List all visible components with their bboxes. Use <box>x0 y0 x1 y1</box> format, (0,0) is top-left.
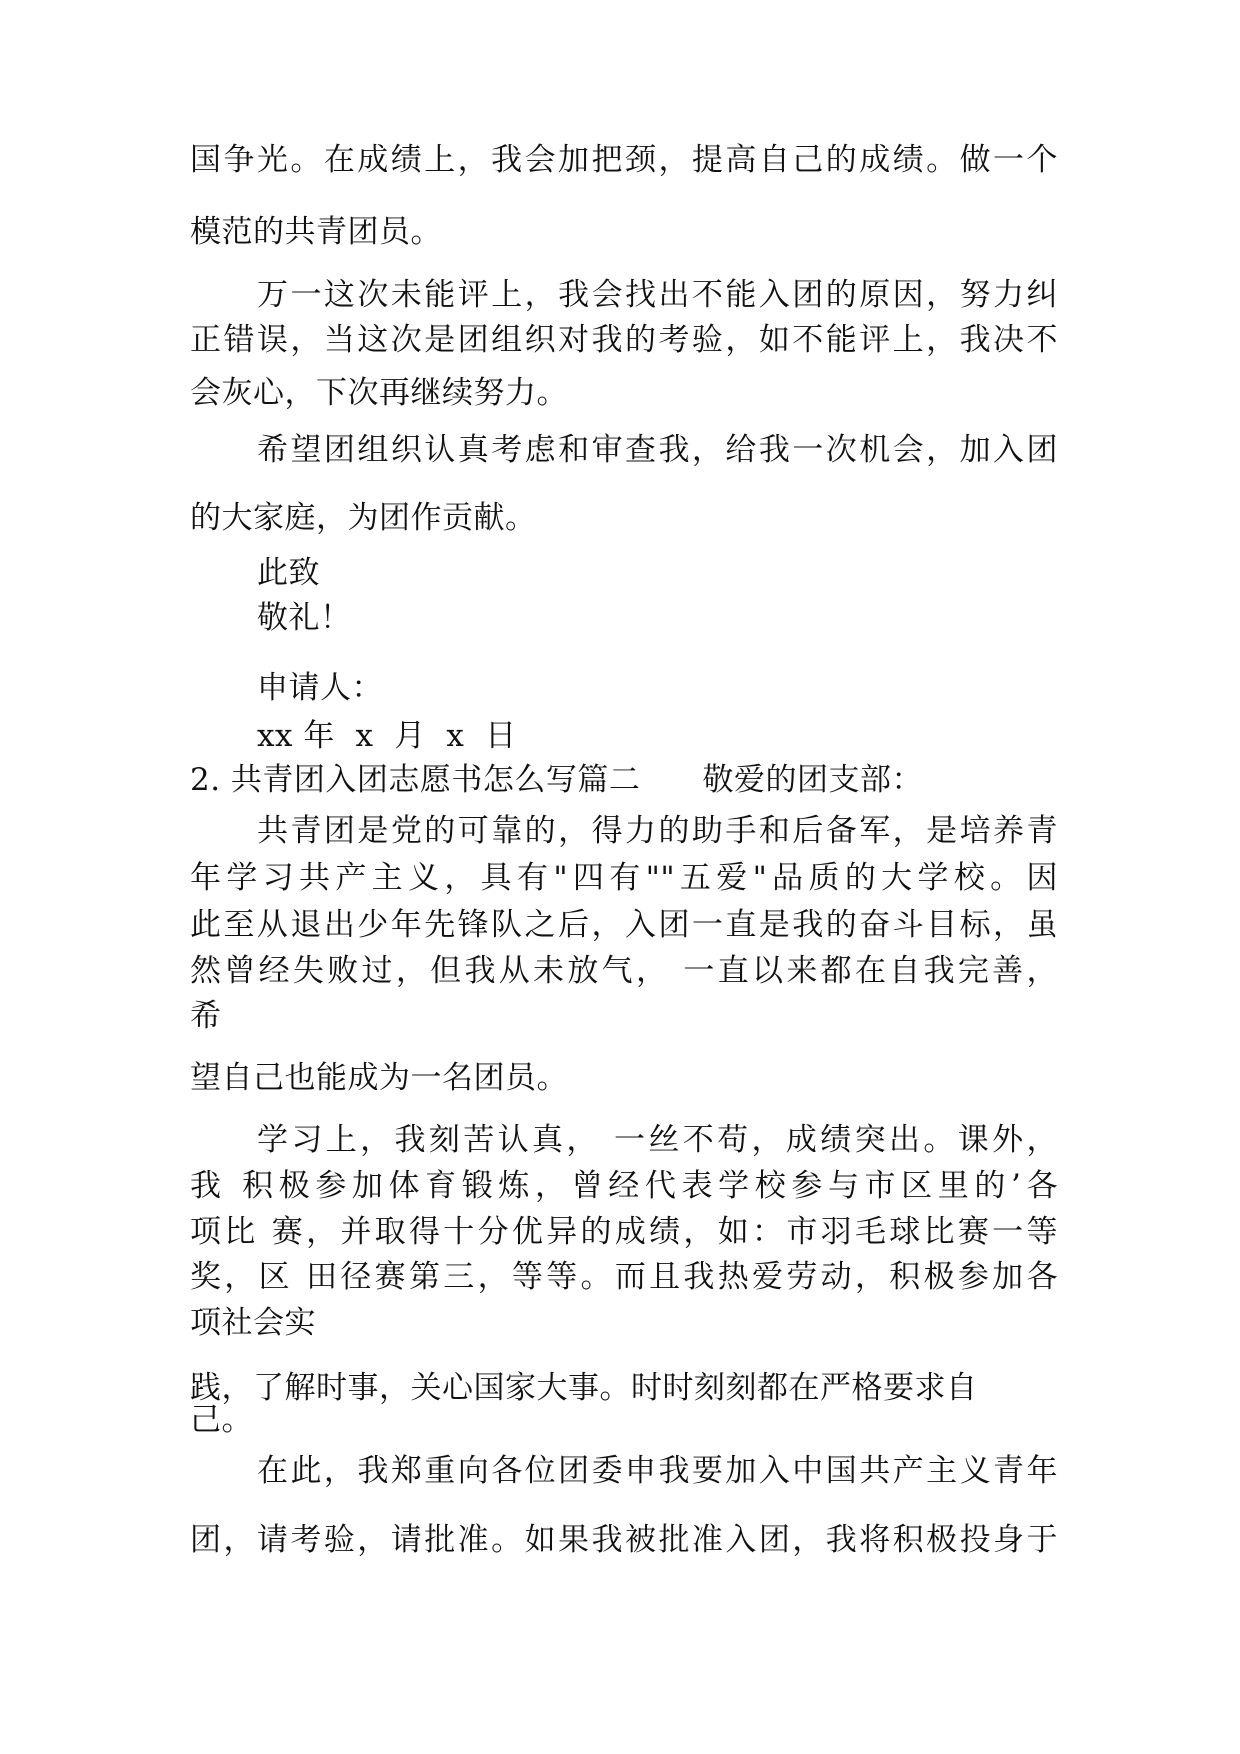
closing-salutation: 此致 <box>257 555 320 591</box>
paragraph-line: 年学习共产主义，具有"四有""五爱"品质的大学校。因 <box>190 860 1058 896</box>
paragraph-line: 万一这次未能评上，我会找出不能入团的原因，努力纠 <box>257 277 1058 313</box>
paragraph-line: 践，了解时事，关心国家大事。时时刻刻都在严格要求自 <box>190 1370 978 1406</box>
paragraph-line: 模范的共青团员。 <box>190 214 442 250</box>
paragraph-line: 希 <box>190 998 222 1034</box>
closing-regards: 敬礼！ <box>257 600 352 636</box>
paragraph-line: 此至从退出少年先锋队之后，入团一直是我的奋斗目标，虽 <box>190 907 1058 943</box>
paragraph-line: 希望团组织认真考虑和审查我，给我一次机会，加入团 <box>257 432 1058 468</box>
paragraph-line: 的大家庭，为团作贡献。 <box>190 500 537 536</box>
paragraph-line: 奖，区 田径赛第三，等等。而且我热爱劳动，积极参加各 <box>190 1259 1058 1295</box>
applicant-label: 申请人： <box>257 670 383 706</box>
paragraph-line: 在此，我郑重向各位团委申我要加入中国共产主义青年 <box>257 1453 1058 1489</box>
paragraph-line: 己。 <box>190 1402 253 1438</box>
section-heading: 2. 共青团入团志愿书怎么写篇二 敬爱的团支部： <box>190 762 924 798</box>
paragraph-line: 我 积极参加体育锻炼，曾经代表学校参与市区里的’各 <box>190 1168 1058 1204</box>
paragraph-line: 学习上，我刻苦认真， 一丝不苟，成绩突出。课外， <box>257 1122 1058 1158</box>
paragraph-line: 共青团是党的可靠的，得力的助手和后备军，是培养青 <box>257 813 1058 849</box>
paragraph-line: 正错误，当这次是团组织对我的考验，如不能评上，我决不 <box>190 322 1058 358</box>
paragraph-line: 项社会实 <box>190 1305 316 1341</box>
paragraph-line: 然曾经失败过，但我从未放气， 一直以来都在自我完善， <box>190 953 1058 989</box>
paragraph-line: 项比 赛，并取得十分优异的成绩，如：市羽毛球比赛一等 <box>190 1214 1058 1250</box>
paragraph-line: 国争光。在成绩上，我会加把颈，提高自己的成绩。做一个 <box>190 142 1058 178</box>
paragraph-line: 望自己也能成为一名团员。 <box>190 1060 568 1096</box>
paragraph-line: 会灰心，下次再继续努力。 <box>190 375 568 411</box>
date-line: xx 年 x 月 x 日 <box>257 718 517 754</box>
paragraph-line: 团，请考验，请批准。如果我被批准入团，我将积极投身于 <box>190 1522 1058 1558</box>
